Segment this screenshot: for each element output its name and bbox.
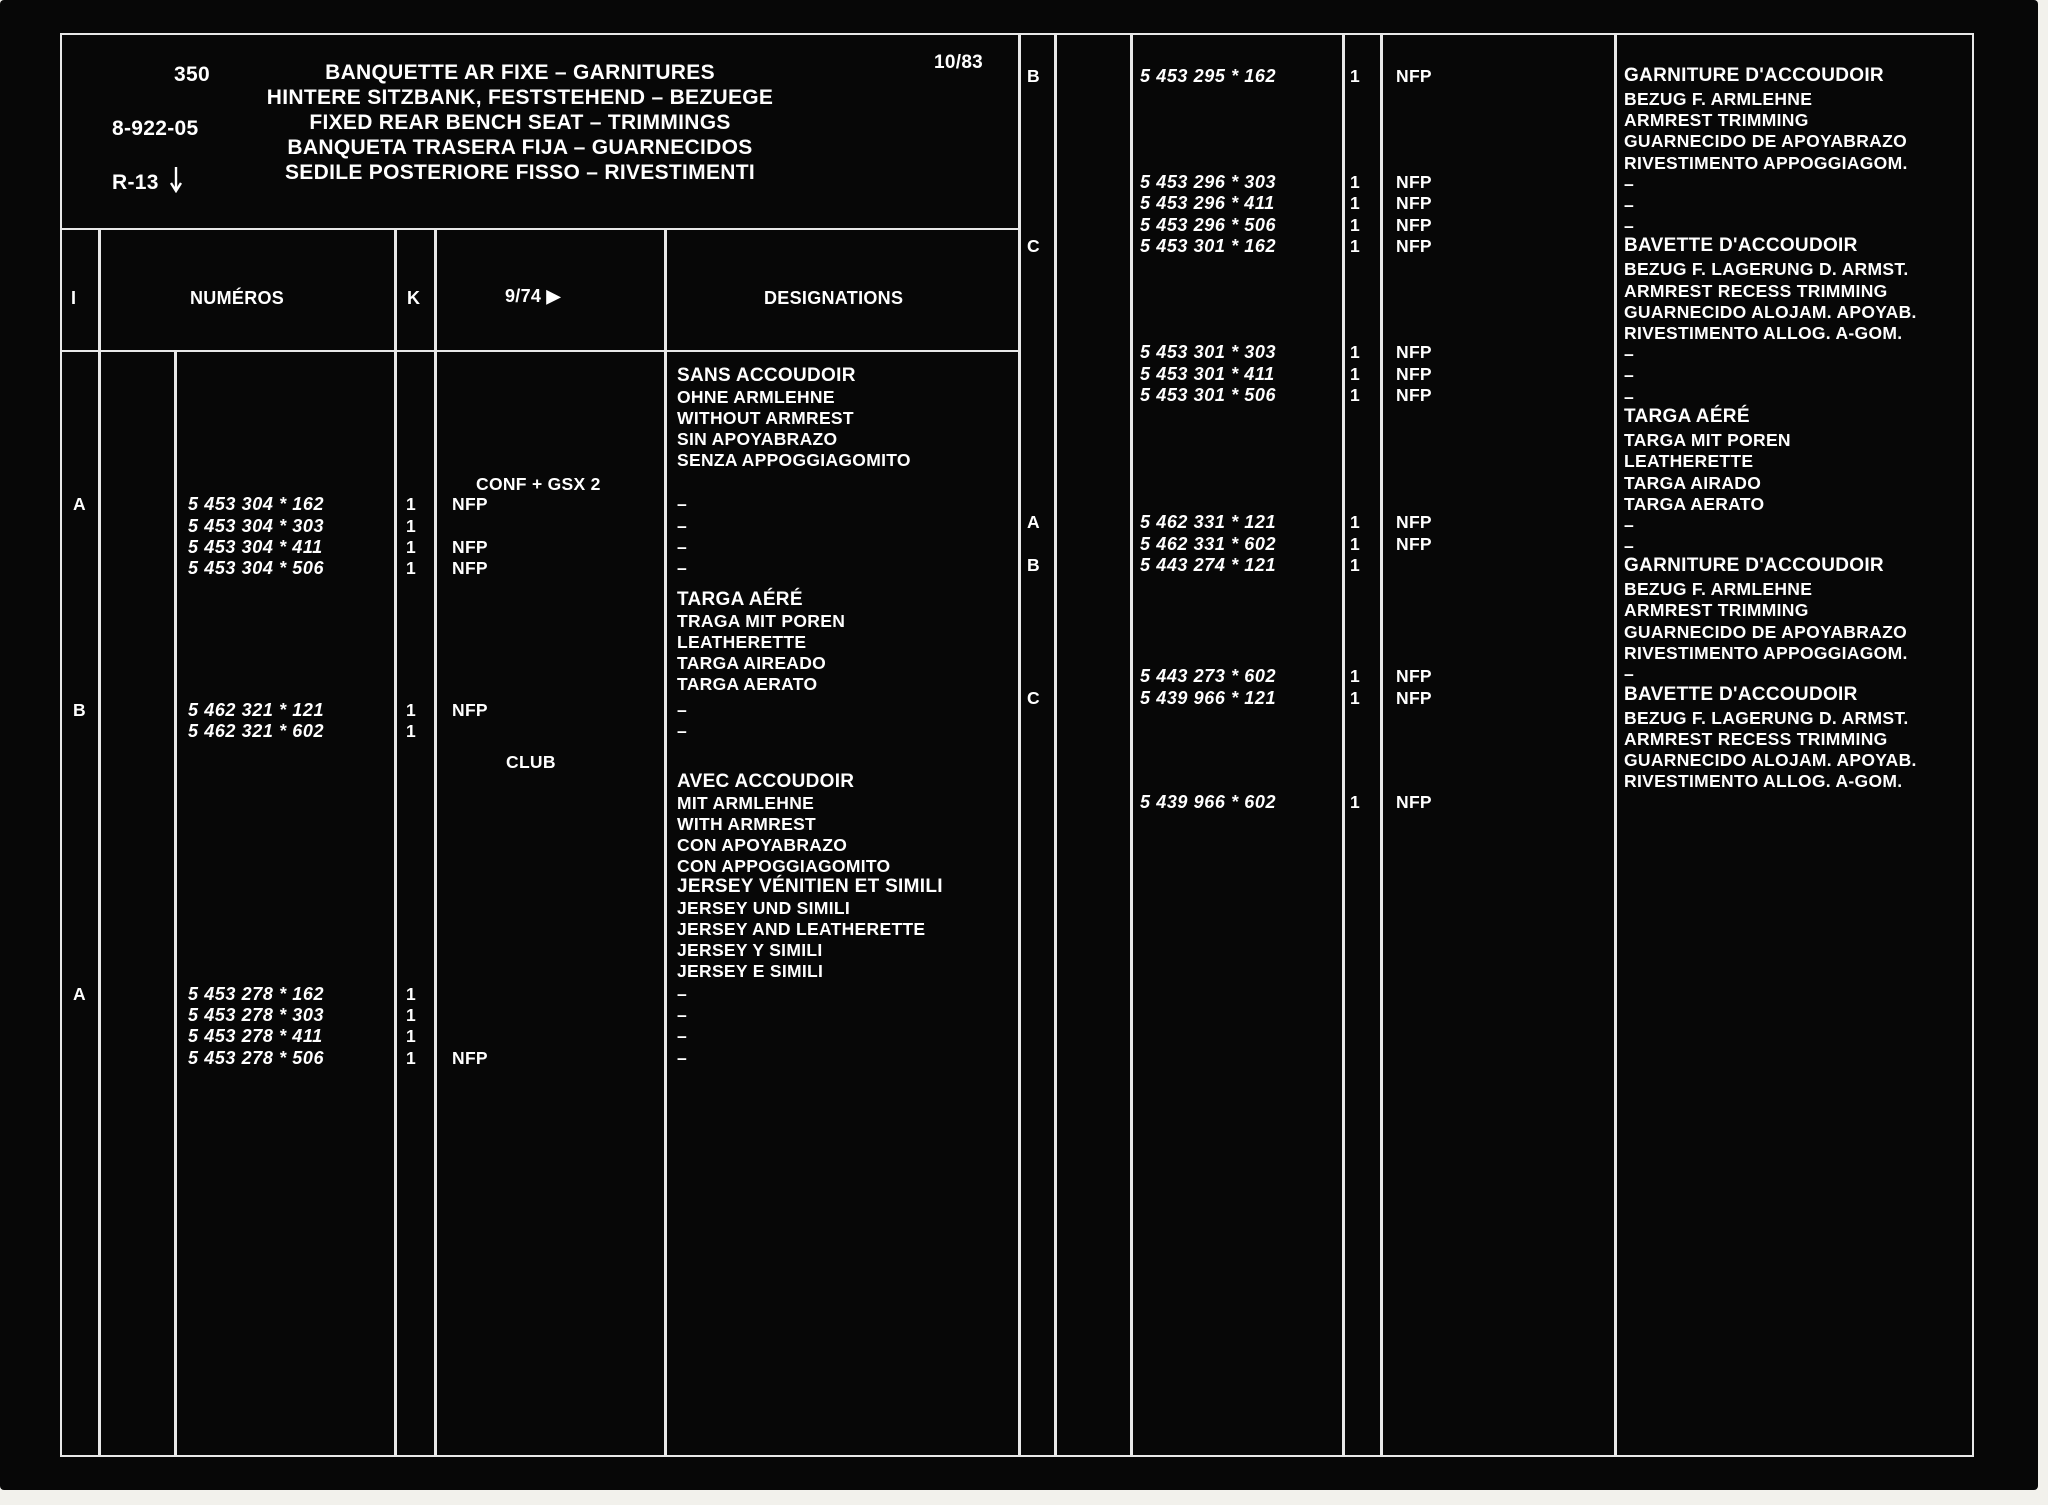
designation-dash: –	[677, 721, 688, 741]
quantity: 1	[406, 1005, 417, 1025]
quantity: 1	[1350, 666, 1361, 686]
reference-link	[112, 165, 183, 199]
designation-heading: SANS ACCOUDOIR	[677, 365, 856, 386]
designation-line: –	[1624, 216, 1635, 236]
designation-heading: TARGA AÉRÉ	[1624, 406, 1750, 427]
header-titles	[240, 60, 800, 185]
model-note: NFP	[1396, 512, 1432, 532]
part-number: 5 453 301 * 303	[1140, 342, 1277, 362]
designation-line: SIN APOYABRAZO	[677, 429, 838, 449]
designation-line: –	[1624, 387, 1635, 407]
col-line	[434, 230, 437, 1455]
model-note: NFP	[1396, 385, 1432, 405]
header-date: 10/83	[934, 52, 984, 73]
designation-line: LEATHERETTE	[1624, 451, 1754, 471]
col-line	[98, 230, 101, 1455]
row-index-letter: A	[1027, 512, 1040, 532]
quantity: 1	[1350, 688, 1361, 708]
title-de: HINTERE SITZBANK, FESTSTEHEND – BEZUEGE	[266, 86, 774, 109]
quantity: 1	[406, 700, 417, 720]
model-note: NFP	[1396, 342, 1432, 362]
model-note: NFP	[452, 494, 488, 514]
part-number: 5 453 304 * 411	[188, 537, 323, 557]
quantity: 1	[1350, 215, 1361, 235]
part-number: 5 453 301 * 506	[1140, 385, 1277, 405]
designation-line: RIVESTIMENTO APPOGGIAGOM.	[1624, 643, 1908, 663]
model-label-conf: CONF + GSX 2	[476, 474, 601, 494]
designation-line: BEZUG F. ARMLEHNE	[1624, 579, 1813, 599]
designation-line: CON APOYABRAZO	[677, 835, 848, 855]
designation-heading: AVEC ACCOUDOIR	[677, 771, 855, 792]
model-note: NFP	[452, 1048, 488, 1068]
designation-dash: –	[677, 984, 688, 1004]
col-header-numbers: NUMÉROS	[190, 288, 285, 308]
designation-dash: –	[677, 700, 688, 720]
col-line	[1380, 35, 1383, 1455]
designation-heading: BAVETTE D'ACCOUDOIR	[1624, 684, 1858, 705]
model-note: NFP	[1396, 364, 1432, 384]
designation-dash: –	[677, 537, 688, 557]
designation-line: JERSEY AND LEATHERETTE	[677, 919, 926, 939]
col-header-designations: DESIGNATIONS	[764, 288, 904, 308]
part-number: 5 462 321 * 602	[188, 721, 325, 741]
model-note: NFP	[452, 558, 488, 578]
model-note: NFP	[1396, 534, 1432, 554]
quantity: 1	[1350, 193, 1361, 213]
part-number: 5 453 278 * 506	[188, 1048, 325, 1068]
part-number: 5 453 296 * 303	[1140, 172, 1277, 192]
model-note: NFP	[452, 537, 488, 557]
designation-dash: –	[677, 1048, 688, 1068]
designation-line: MIT ARMLEHNE	[677, 793, 815, 813]
designation-line: GUARNECIDO DE APOYABRAZO	[1624, 131, 1908, 151]
part-number: 5 443 273 * 602	[1140, 666, 1277, 686]
designation-line: ARMREST TRIMMING	[1624, 600, 1809, 620]
col-line	[664, 230, 667, 1455]
designation-line: –	[1624, 195, 1635, 215]
designation-group-sans-accoudoir	[677, 366, 911, 470]
model-note: NFP	[1396, 792, 1432, 812]
arrow-down-icon	[169, 165, 183, 199]
designation-line: TARGA MIT POREN	[1624, 430, 1791, 450]
row-index-letter: B	[1027, 66, 1040, 86]
designation-heading: TARGA AÉRÉ	[677, 589, 803, 610]
designation-line: SENZA APPOGGIAGOMITO	[677, 450, 911, 470]
designation-line: JERSEY Y SIMILI	[677, 940, 823, 960]
quantity: 1	[406, 1026, 417, 1046]
quantity: 1	[406, 537, 417, 557]
quantity: 1	[1350, 66, 1361, 86]
col-header-qty: K	[407, 288, 421, 308]
designation-line: TARGA AIREADO	[677, 653, 827, 673]
model-note: NFP	[1396, 688, 1432, 708]
quantity: 1	[406, 721, 417, 741]
quantity: 1	[1350, 342, 1361, 362]
part-number: 5 453 296 * 411	[1140, 193, 1275, 213]
row-index-letter: B	[1027, 555, 1040, 575]
designation-line: –	[1624, 174, 1635, 194]
quantity: 1	[1350, 172, 1361, 192]
model-note: NFP	[452, 700, 488, 720]
row-index-letter: A	[73, 494, 86, 514]
designation-line: RIVESTIMENTO ALLOG. A-GOM.	[1624, 323, 1903, 343]
designation-line: GUARNECIDO ALOJAM. APOYAB.	[1624, 750, 1917, 770]
designation-heading: JERSEY VÉNITIEN ET SIMILI	[677, 876, 943, 897]
quantity: 1	[1350, 364, 1361, 384]
designation-dash: –	[677, 494, 688, 514]
col-line	[1342, 35, 1345, 1455]
designation-dash: –	[677, 516, 688, 536]
designation-line: ARMREST RECESS TRIMMING	[1624, 281, 1888, 301]
designation-heading: BAVETTE D'ACCOUDOIR	[1624, 235, 1858, 256]
designation-line: TARGA AIRADO	[1624, 473, 1762, 493]
designation-line: GUARNECIDO DE APOYABRAZO	[1624, 622, 1908, 642]
quantity: 1	[406, 984, 417, 1004]
part-number: 5 453 295 * 162	[1140, 66, 1277, 86]
designation-line: BEZUG F. LAGERUNG D. ARMST.	[1624, 708, 1909, 728]
title-fr: BANQUETTE AR FIXE – GARNITURES	[325, 61, 715, 84]
reference-code: 8-922-05	[112, 117, 199, 140]
reference-link-label: R-13	[112, 171, 159, 194]
part-number: 5 453 304 * 303	[188, 516, 325, 536]
row-index-letter: B	[73, 700, 86, 720]
col-line	[394, 230, 397, 1455]
row-index-letter: C	[1027, 688, 1040, 708]
row-index-letter: C	[1027, 236, 1040, 256]
designation-line: TARGA AERATO	[677, 674, 818, 694]
part-number: 5 453 296 * 506	[1140, 215, 1277, 235]
designation-line: RIVESTIMENTO ALLOG. A-GOM.	[1624, 771, 1903, 791]
designation-line: ARMREST TRIMMING	[1624, 110, 1809, 130]
title-es: BANQUETA TRASERA FIJA – GUARNECIDOS	[287, 136, 753, 159]
quantity: 1	[406, 494, 417, 514]
part-number: 5 453 304 * 506	[188, 558, 325, 578]
title-it: SEDILE POSTERIORE FISSO – RIVESTIMENTI	[285, 161, 755, 184]
part-number: 5 462 321 * 121	[188, 700, 325, 720]
col-line	[1614, 35, 1617, 1455]
designation-dash: –	[677, 558, 688, 578]
part-number: 5 453 278 * 411	[188, 1026, 323, 1046]
designation-line: –	[1624, 664, 1635, 684]
designation-heading: GARNITURE D'ACCOUDOIR	[1624, 555, 1884, 576]
part-number: 5 443 274 * 121	[1140, 555, 1277, 575]
quantity: 1	[406, 516, 417, 536]
designation-line: TARGA AERATO	[1624, 494, 1765, 514]
quantity: 1	[1350, 534, 1361, 554]
col-header-model: 9/74 ▶	[505, 286, 561, 306]
designation-dash: –	[677, 1026, 688, 1046]
part-number: 5 453 301 * 162	[1140, 236, 1277, 256]
designation-dash: –	[677, 1005, 688, 1025]
model-note: NFP	[1396, 193, 1432, 213]
model-note: NFP	[1396, 666, 1432, 686]
part-number: 5 439 966 * 602	[1140, 792, 1277, 812]
row-index-letter: A	[73, 984, 86, 1004]
model-note: NFP	[1396, 236, 1432, 256]
part-number: 5 453 278 * 303	[188, 1005, 325, 1025]
quantity: 1	[1350, 792, 1361, 812]
center-divider	[1018, 35, 1021, 1455]
page-number: 350	[174, 63, 210, 86]
part-number: 5 453 301 * 411	[1140, 364, 1275, 384]
col-line	[1054, 35, 1057, 1455]
model-note: NFP	[1396, 172, 1432, 192]
designation-line: ARMREST RECESS TRIMMING	[1624, 729, 1888, 749]
designation-line: LEATHERETTE	[677, 632, 807, 652]
quantity: 1	[1350, 555, 1361, 575]
quantity: 1	[1350, 385, 1361, 405]
part-number: 5 439 966 * 121	[1140, 688, 1277, 708]
col-header-index: I	[71, 288, 77, 308]
designation-line: JERSEY E SIMILI	[677, 961, 824, 981]
designation-line: TRAGA MIT POREN	[677, 611, 846, 631]
colhead-divider	[62, 350, 1020, 352]
designation-line: GUARNECIDO ALOJAM. APOYAB.	[1624, 302, 1917, 322]
designation-heading: GARNITURE D'ACCOUDOIR	[1624, 65, 1884, 86]
part-number: 5 453 304 * 162	[188, 494, 325, 514]
col-line	[1130, 35, 1133, 1455]
header-divider	[62, 228, 1020, 230]
model-note: NFP	[1396, 66, 1432, 86]
designation-line: WITH ARMREST	[677, 814, 817, 834]
designation-line: –	[1624, 515, 1635, 535]
part-number: 5 453 278 * 162	[188, 984, 325, 1004]
designation-line: –	[1624, 365, 1635, 385]
col-line	[174, 352, 177, 1455]
designation-line: OHNE ARMLEHNE	[677, 387, 835, 407]
quantity: 1	[1350, 236, 1361, 256]
designation-line: JERSEY UND SIMILI	[677, 898, 851, 918]
quantity: 1	[406, 558, 417, 578]
designation-line: CON APPOGGIAGOMITO	[677, 856, 891, 876]
quantity: 1	[1350, 512, 1361, 532]
part-number: 5 462 331 * 602	[1140, 534, 1277, 554]
model-label-club: CLUB	[506, 752, 556, 772]
designation-line: BEZUG F. ARMLEHNE	[1624, 89, 1813, 109]
designation-group-avec-accoudoir	[677, 772, 943, 981]
designation-line: –	[1624, 536, 1635, 556]
quantity: 1	[406, 1048, 417, 1068]
model-note: NFP	[1396, 215, 1432, 235]
title-en: FIXED REAR BENCH SEAT – TRIMMINGS	[309, 111, 731, 134]
designation-group-targa-aere	[677, 590, 845, 694]
part-number: 5 462 331 * 121	[1140, 512, 1277, 532]
designation-line: RIVESTIMENTO APPOGGIAGOM.	[1624, 153, 1908, 173]
designation-line: WITHOUT ARMREST	[677, 408, 854, 428]
designation-line: –	[1624, 344, 1635, 364]
designation-line: BEZUG F. LAGERUNG D. ARMST.	[1624, 259, 1909, 279]
